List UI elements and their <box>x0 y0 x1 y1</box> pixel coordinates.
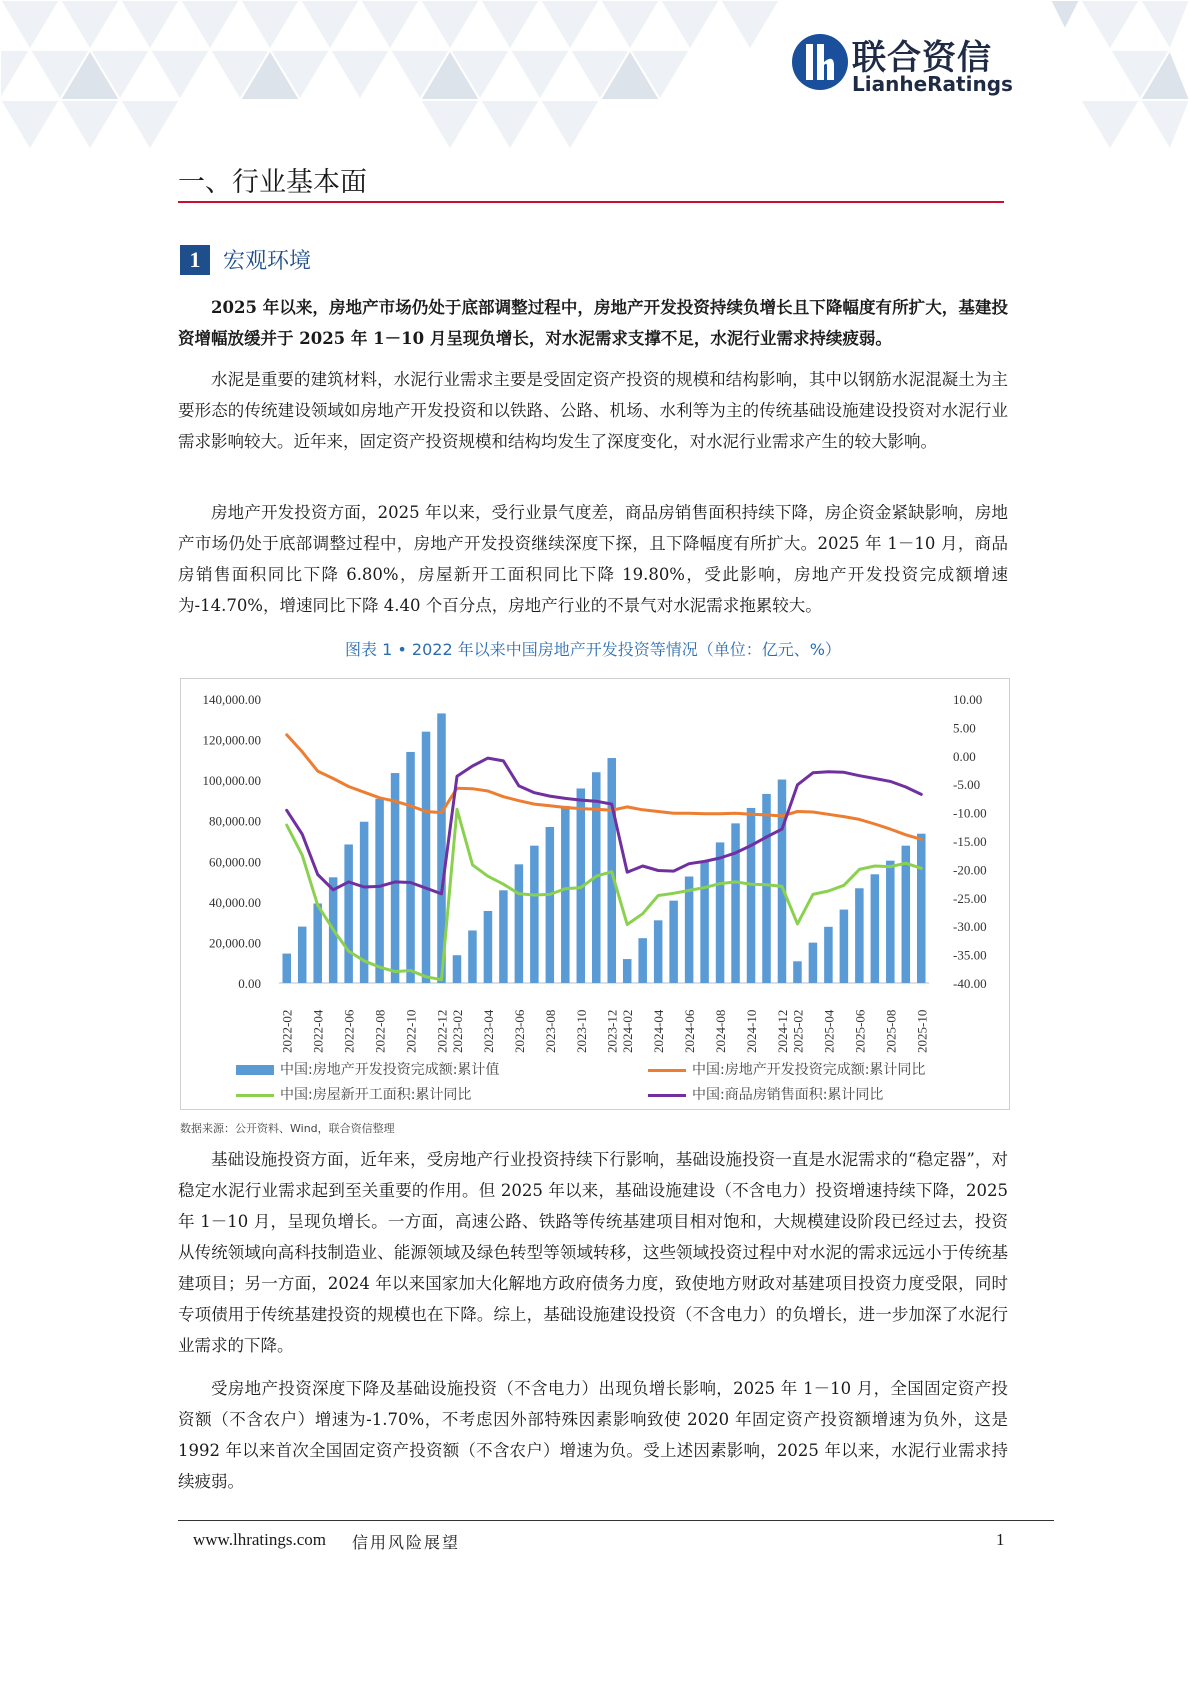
legend-item-investment-yoy <box>648 1059 925 1079</box>
bar-investment <box>638 938 647 983</box>
bar-investment <box>499 890 508 983</box>
bar-investment <box>778 780 787 983</box>
paragraph-infrastructure: 基础设施投资方面，近年来，受房地产行业投资持续下行影响，基础设施投资一直是水泥需求的“稳定器”，对稳定水泥行业需求起到至关重要的作用。但 2025 年以来，基础设施建设（不含电力）投资增速持续下降，2025 年 1－10 月，呈现负增长。一方面，高速公路、铁路等传统基建项目相对饱和，大规模建设阶段已经过去，投资从传统领域向高科技制造业、能源领域及绿色转型等领域转移，这些领域投资过程中对水泥的需求远远小于传统基建项目；另一方面，2024 年以来国家加大化解地方政府债务力度，致使地方财政对基建项目投资力度受限，同时专项债用于传统基建投资的规模也在下降。综上，基础设施建设投资（不含电力）的负增长，进一步加深了水泥行业需求的下降。 <box>178 1150 1008 1355</box>
x-axis-tick-label: 2023-06 <box>511 1009 527 1053</box>
x-axis-tick-label: 2023-10 <box>573 1009 589 1053</box>
x-axis-tick-label: 2023-04 <box>480 1009 496 1053</box>
x-axis-tick-label: 2023-12 <box>604 1009 620 1053</box>
x-axis-tick-label: 2025-10 <box>914 1009 930 1053</box>
bar-investment <box>669 901 678 983</box>
legend-swatch-line <box>648 1094 686 1097</box>
subsection-title: 宏观环境 <box>223 249 312 274</box>
bar-investment <box>515 864 524 983</box>
legend-label: 中国:房地产开发投资完成额:累计值 <box>280 1062 500 1078</box>
legend-swatch-line <box>648 1069 686 1072</box>
x-axis-tick-label: 2022-06 <box>341 1009 357 1053</box>
brand-logo <box>790 30 1020 100</box>
bar-investment <box>546 827 555 983</box>
bar-investment <box>731 823 740 983</box>
bar-investment <box>313 903 322 983</box>
bar-investment <box>871 874 880 983</box>
lead-paragraph: 2025 年以来，房地产市场仍处于底部调整过程中，房地产开发投资持续负增长且下降幅度有所扩大，基建投资增幅放缓并于 2025 年 1－10 月呈现负增长，对水泥需求支撑不足，水泥行业需求持续疲弱。 <box>178 298 1008 348</box>
legend-label: 中国:房屋新开工面积:累计同比 <box>280 1087 472 1103</box>
right-axis-tick-label: 5.00 <box>953 720 976 736</box>
legend-item-investment <box>236 1059 499 1079</box>
right-axis-tick-label: -40.00 <box>953 976 987 991</box>
bar-investment <box>282 954 291 983</box>
figure-source: 数据来源：公开资料、Wind，联合资信整理 <box>180 1122 395 1135</box>
bar-investment <box>561 806 570 983</box>
real-estate-chart <box>181 679 1009 1109</box>
bar-investment <box>391 773 400 983</box>
bar-investment <box>375 799 384 983</box>
bar-investment <box>793 961 802 983</box>
left-axis-tick-label: 60,000.00 <box>209 854 261 870</box>
left-axis-tick-label: 20,000.00 <box>209 935 261 951</box>
legend-swatch-bar <box>236 1065 274 1075</box>
footer-divider <box>178 1520 1054 1521</box>
x-axis-tick-label: 2022-04 <box>310 1009 326 1053</box>
x-axis-tick-label: 2025-04 <box>821 1009 837 1053</box>
bar-investment <box>747 808 756 983</box>
bar-investment <box>886 861 895 983</box>
footer-tagline: 信用风险展望 <box>352 1533 461 1552</box>
footer-url[interactable]: www.lhratings.com <box>193 1530 326 1549</box>
bar-investment <box>824 927 833 983</box>
legend-item-new-starts <box>236 1084 471 1104</box>
left-axis-tick-label: 80,000.00 <box>209 813 261 829</box>
x-axis-tick-label: 2024-12 <box>774 1009 790 1053</box>
paragraph-real-estate: 房地产开发投资方面，2025 年以来，受行业景气度差，商品房销售面积持续下降，房企资金紧缺影响，房地产市场仍处于底部调整过程中，房地产开发投资继续深度下探，且下降幅度有所扩大。2025 年 1－10 月，商品房销售面积同比下降 6.80%，房屋新开工面积同比下降 19.80%，受此影响，房地产开发投资完成额增速为-14.70%，增速同比下降 4.40 个百分点，房地产行业的不景气对水泥需求拖累较大。 <box>178 503 1008 615</box>
bar-investment <box>654 920 663 983</box>
bar-investment <box>484 911 493 983</box>
legend-swatch-line <box>236 1094 274 1097</box>
bar-investment <box>530 846 539 983</box>
bar-investment <box>344 844 353 983</box>
bar-investment <box>623 959 632 983</box>
right-axis-tick-label: -30.00 <box>953 919 987 935</box>
bar-investment <box>809 943 818 983</box>
x-axis-tick-label: 2022-12 <box>434 1009 450 1053</box>
left-axis-tick-label: 0.00 <box>238 976 261 991</box>
paragraph-cement-demand: 水泥是重要的建筑材料，水泥行业需求主要是受固定资产投资的规模和结构影响，其中以钢筋水泥混凝土为主要形态的传统建设领域如房地产开发投资和以铁路、公路、机场、水利等为主的传统基础设施建设投资对水泥行业需求影响较大。近年来，固定资产投资规模和结构均发生了深度变化，对水泥行业需求产生的较大影响。 <box>178 370 1008 451</box>
x-axis-tick-label: 2025-02 <box>790 1009 806 1053</box>
figure-title: 图表 1 • 2022 年以来中国房地产开发投资等情况（单位：亿元、%） <box>345 640 841 659</box>
chart-container <box>180 678 1010 1110</box>
x-axis-tick-label: 2023-08 <box>542 1009 558 1053</box>
right-axis-tick-label: -10.00 <box>953 805 987 821</box>
section-divider <box>178 201 1004 203</box>
left-axis-tick-label: 40,000.00 <box>209 894 261 910</box>
right-axis-tick-label: -5.00 <box>953 777 981 793</box>
section-title: 一、行业基本面 <box>178 167 367 198</box>
right-axis-tick-label: -20.00 <box>953 862 987 878</box>
right-axis-tick-label: -25.00 <box>953 890 987 906</box>
bar-investment <box>840 910 849 983</box>
bar-investment <box>298 927 307 983</box>
legend-label: 中国:房地产开发投资完成额:累计同比 <box>692 1062 926 1078</box>
bar-investment <box>917 834 926 983</box>
left-axis-tick-label: 100,000.00 <box>202 773 261 789</box>
bar-investment <box>468 930 477 983</box>
x-axis-tick-label: 2024-02 <box>620 1009 636 1053</box>
subsection-number: 1 <box>180 245 210 275</box>
bar-investment <box>700 861 709 983</box>
brand-name-en: LianheRatings <box>852 72 1013 96</box>
x-axis-tick-label: 2023-02 <box>449 1009 465 1053</box>
bar-investment <box>406 752 415 983</box>
x-axis-tick-label: 2022-10 <box>403 1009 419 1053</box>
page-number: 1 <box>996 1530 1005 1549</box>
x-axis-tick-label: 2024-10 <box>744 1009 760 1053</box>
left-axis-tick-label: 120,000.00 <box>202 732 261 748</box>
x-axis-tick-label: 2025-06 <box>852 1009 868 1053</box>
bar-investment <box>762 794 771 983</box>
bar-investment <box>453 955 462 983</box>
brand-name-cn: 联合资信 <box>852 38 992 78</box>
right-axis-tick-label: -15.00 <box>953 834 987 849</box>
legend-label: 中国:商品房销售面积:累计同比 <box>692 1087 884 1103</box>
left-axis-tick-label: 140,000.00 <box>202 692 261 707</box>
bar-investment <box>716 842 725 983</box>
paragraph-fixed-asset: 受房地产投资深度下降及基础设施投资（不含电力）出现负增长影响，2025 年 1－10 月，全国固定资产投资额（不含农户）增速为-1.70%，不考虑因外部特殊因素影响致使 2020 年固定资产投资额增速为负外，这是 1992 年以来首次全国固定资产投资额（不含农户）增速为负。受上述因素影响，2025 年以来，水泥行业需求持续疲弱。 <box>178 1379 1008 1491</box>
right-axis-tick-label: 10.00 <box>953 692 983 707</box>
x-axis-tick-label: 2025-08 <box>883 1009 899 1053</box>
brand-mark-icon <box>790 32 850 92</box>
x-axis-tick-label: 2024-08 <box>713 1009 729 1053</box>
x-axis-tick-label: 2024-06 <box>682 1009 698 1053</box>
x-axis-tick-label: 2022-08 <box>372 1009 388 1053</box>
legend-item-sales-area <box>648 1084 883 1104</box>
x-axis-tick-label: 2024-04 <box>651 1009 667 1053</box>
right-axis-tick-label: -35.00 <box>953 947 987 963</box>
bar-investment <box>855 888 864 983</box>
bar-investment <box>422 732 431 983</box>
right-axis-tick-label: 0.00 <box>953 748 976 764</box>
x-axis-tick-label: 2022-02 <box>279 1009 295 1053</box>
bar-investment <box>902 846 911 983</box>
